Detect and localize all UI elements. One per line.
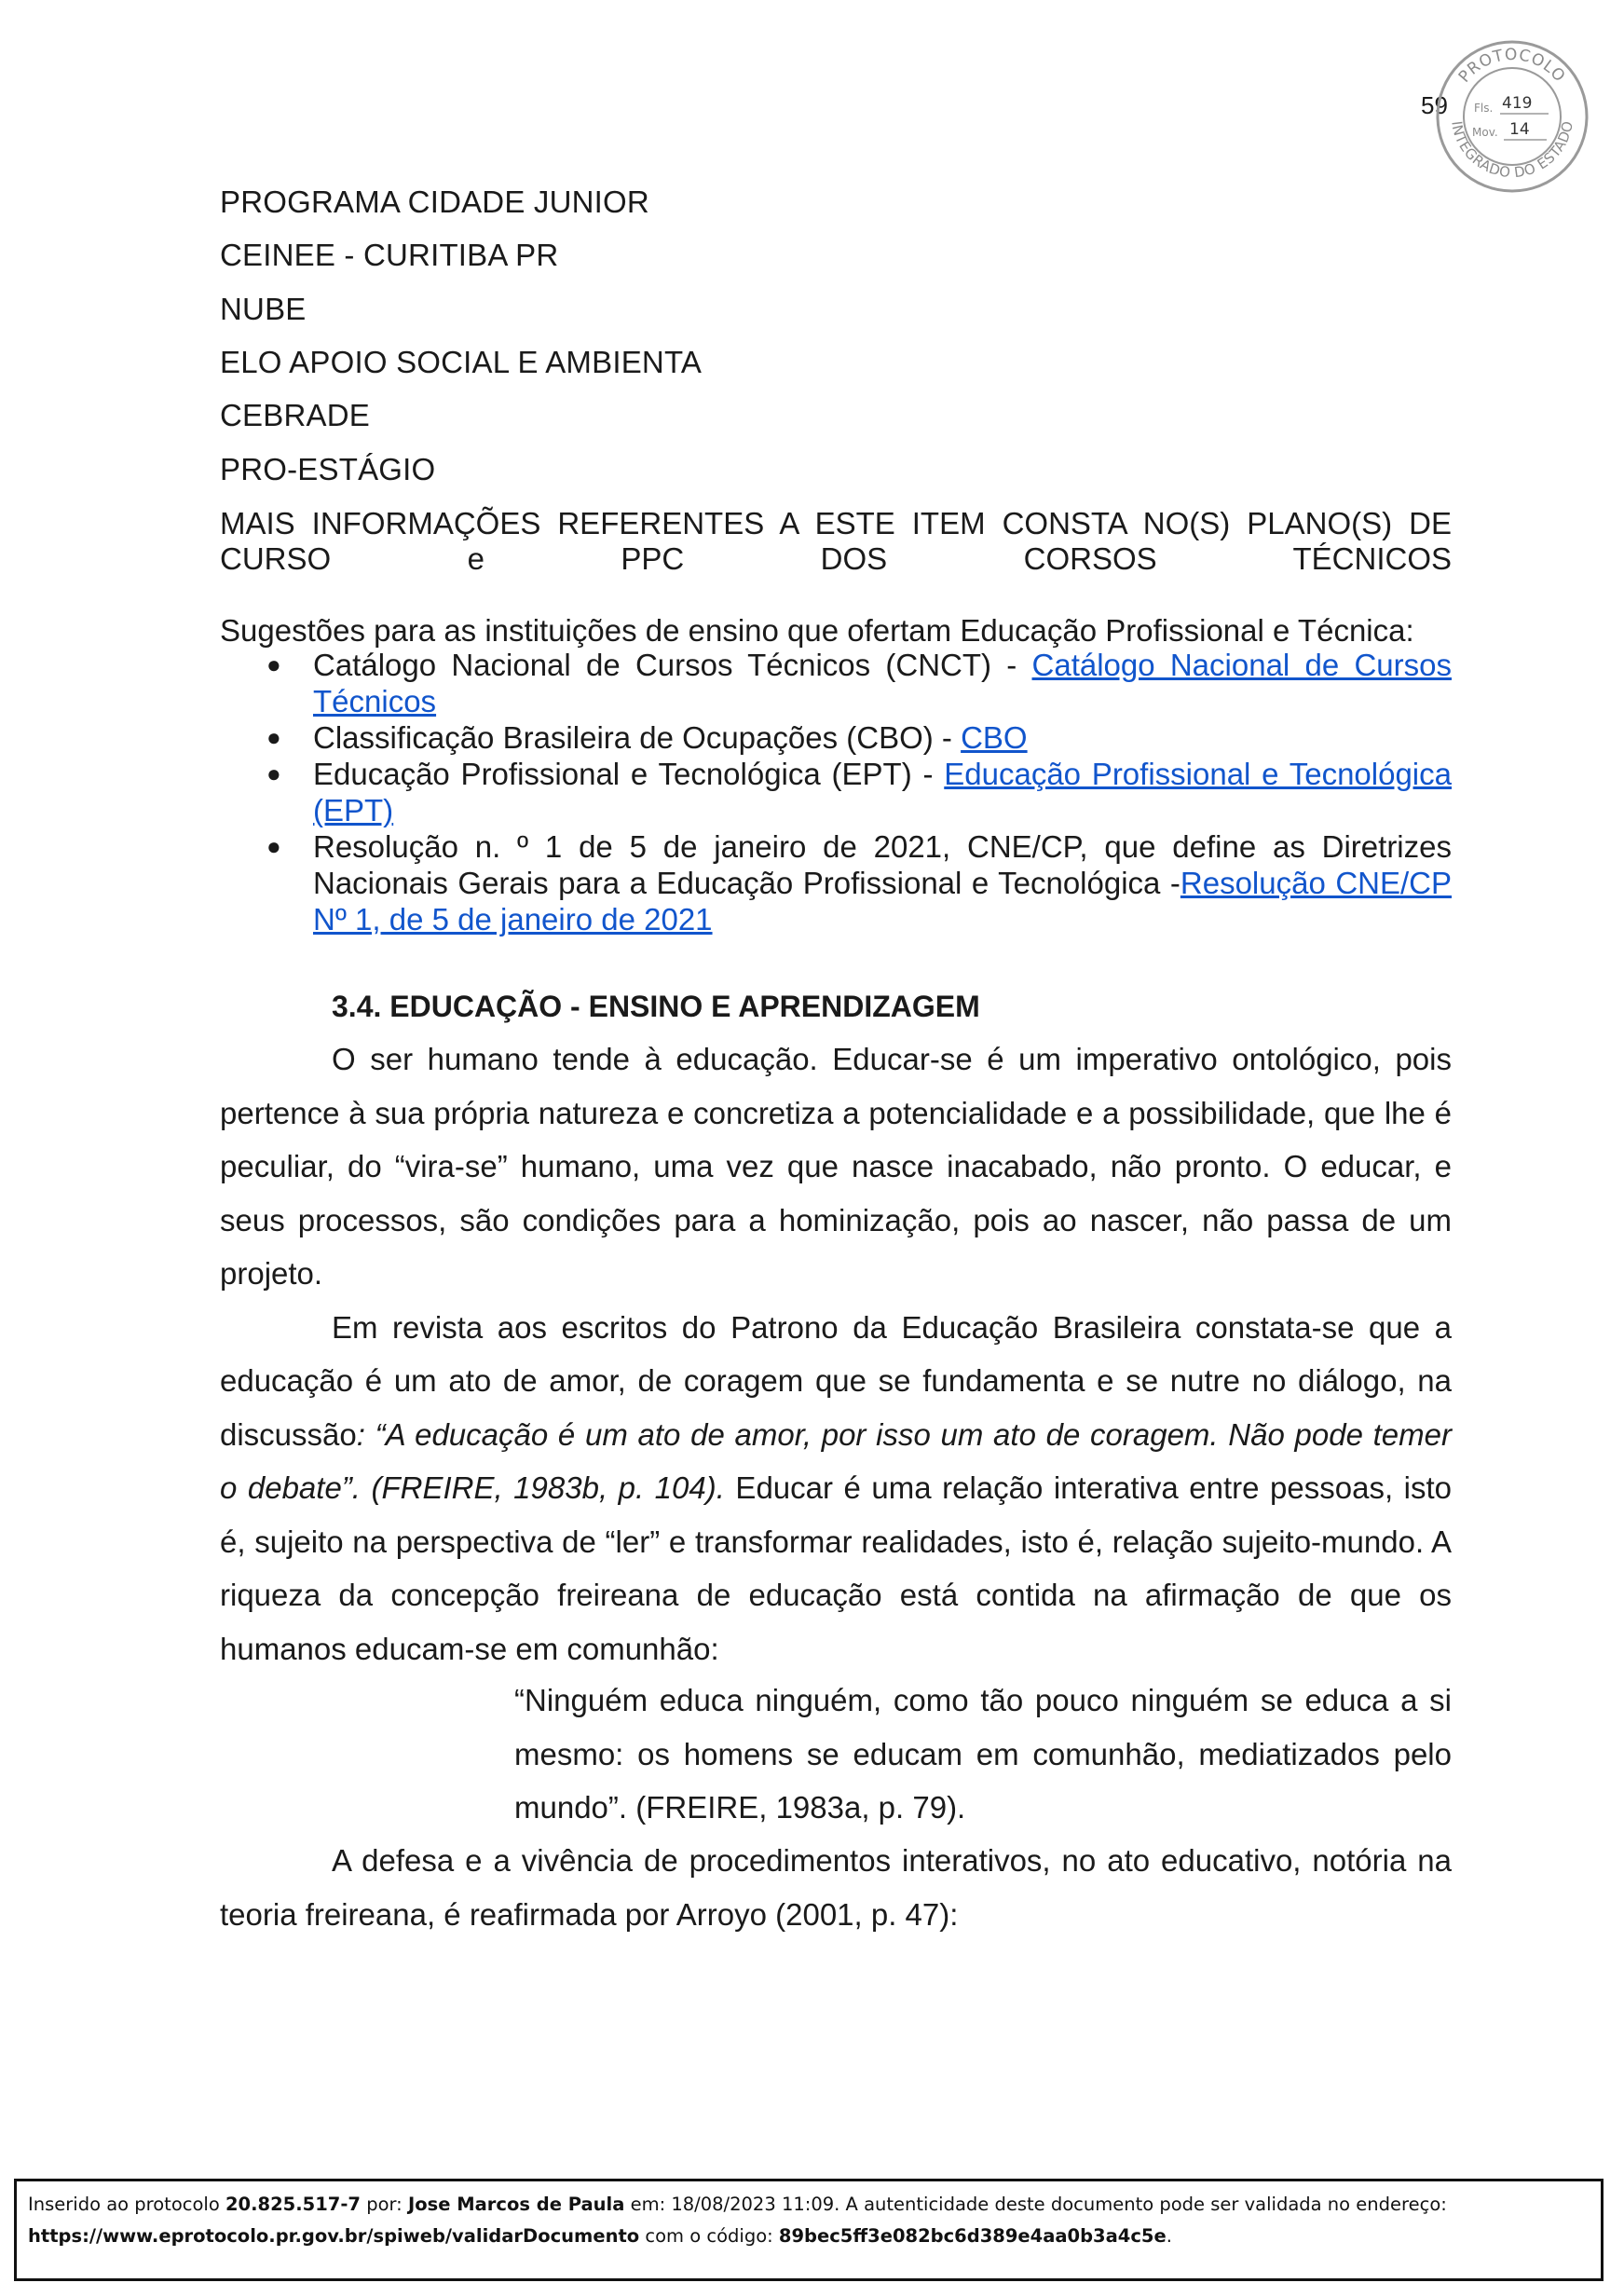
- paragraph-2: Em revista aos escritos do Patrono da Educação Brasileira constata-se que a educação é um ato de amor, de coragem que se fundamenta e se nutre no diálogo, na discussão: “A educação é um ato de amor, por isso um ato de coragem. Não pode temer o debate”. (FREIRE, 1983b, p. 104). Educar é uma relação interativa entre pessoas, isto é, sujeito na perspectiva de “ler” e transformar realidades, isto é, relação sujeito-mundo. A riqueza da concepção freireana de educação está contida na afirmação de que os humanos educam-se em comunhão:: [220, 1309, 1452, 1666]
- validation-url[interactable]: https://www.eprotocolo.pr.gov.br/spiweb/validarDocumento: [28, 2225, 640, 2247]
- org-line: PRO-ESTÁGIO: [220, 452, 436, 486]
- org-line: CEINEE - CURITIBA PR: [220, 238, 559, 272]
- fls-value: 419: [1502, 94, 1533, 113]
- svg-text:Fls.: Fls.: [1474, 102, 1494, 115]
- list-item: ● Educação Profissional e Tecnológica (EPT) - Educação Profissional e Tecnológica (EPT): [266, 757, 1452, 827]
- org-line: PROGRAMA CIDADE JUNIOR: [220, 185, 649, 219]
- validation-code: 89bec5ff3e082bc6d389e4aa0b3a4c5e: [778, 2225, 1167, 2247]
- validation-footer: Inserido ao protocolo 20.825.517-7 por: Jose Marcos de Paula em: 18/08/2023 11:09. A autenticidade deste documento pode ser validada no endereço: https://www.eprotocolo.pr.gov.br/spiweb/validarDocumento com o código: 89bec5ff3e082bc6d389e4aa0b3a4c5e.: [14, 2179, 1604, 2281]
- list-item: ● Classificação Brasileira de Ocupações (CBO) - CBO: [266, 720, 1028, 755]
- more-info-line1: MAIS INFORMAÇÕES REFERENTES A ESTE ITEM CONSTA NO(S) PLANO(S) DE: [220, 506, 1452, 540]
- org-line: NUBE: [220, 292, 307, 326]
- list-item: ● Resolução n. º 1 de 5 de janeiro de 2021, CNE/CP, que define as Diretrizes Nacionais Gerais para a Educação Profissional e Tecnológica -Resolução CNE/CP Nº 1, de 5 de janeiro de 2021: [266, 829, 1453, 936]
- body-text: [220, 1032, 1452, 1675]
- svg-text:INTEGRADO DO ESTADO: INTEGRADO DO ESTADO: [1448, 119, 1576, 182]
- mov-value: 14: [1509, 120, 1530, 139]
- paragraph-3: A defesa e a vivência de procedimentos interativos, no ato educativo, notória na teoria freireana, é reafirmada por Arroyo (2001, p. 47):: [220, 1843, 1452, 1932]
- section-heading: 3.4. EDUCAÇÃO - ENSINO E APRENDIZAGEM: [332, 990, 980, 1023]
- page-number: 59: [1421, 91, 1448, 119]
- suggestions-list: [220, 647, 1452, 937]
- paragraph-1: O ser humano tende à educação. Educar-se é um imperativo ontológico, pois pertence à sua própria natureza e concretiza a potencialidade e a possibilidade, que lhe é peculiar, do “vira-se” humano, uma vez que nasce inacabado, não pronto. O educar, e seus processos, são condições para a hominização, pois ao nascer, não passa de um projeto.: [220, 1042, 1452, 1291]
- svg-text:PROTOCOLO: PROTOCOLO: [1454, 45, 1570, 87]
- suggestions-intro: Sugestões para as instituições de ensino que ofertam Educação Profissional e Técnica:: [220, 613, 1414, 648]
- cnct-link[interactable]: Catálogo Nacional de Cursos Técnicos: [313, 648, 1452, 718]
- body-text-2: [220, 1834, 1452, 1941]
- ept-link[interactable]: Educação Profissional e Tecnológica (EPT): [313, 757, 1452, 827]
- org-line: CEBRADE: [220, 398, 370, 432]
- protocol-stamp-seal: [1435, 39, 1590, 194]
- block-quote: “Ninguém educa ninguém, como tão pouco ninguém se educa a si mesmo: os homens se educam em comunhão, mediatizados pelo mundo”. (FREIRE, 1983a, p. 79).: [514, 1683, 1452, 1825]
- more-info-line2: CURSO e PPC DOS CORSOS TÉCNICOS: [220, 541, 1452, 576]
- cbo-link[interactable]: CBO: [961, 720, 1028, 755]
- list-item: ● Catálogo Nacional de Cursos Técnicos (CNCT) - Catálogo Nacional de Cursos Técnicos: [266, 648, 1452, 718]
- svg-text:Mov.: Mov.: [1472, 126, 1498, 139]
- org-line: ELO APOIO SOCIAL E AMBIENTA: [220, 345, 703, 379]
- resolucao-link[interactable]: Resolução CNE/CP Nº 1, de 5 de janeiro de 2021: [313, 866, 1453, 936]
